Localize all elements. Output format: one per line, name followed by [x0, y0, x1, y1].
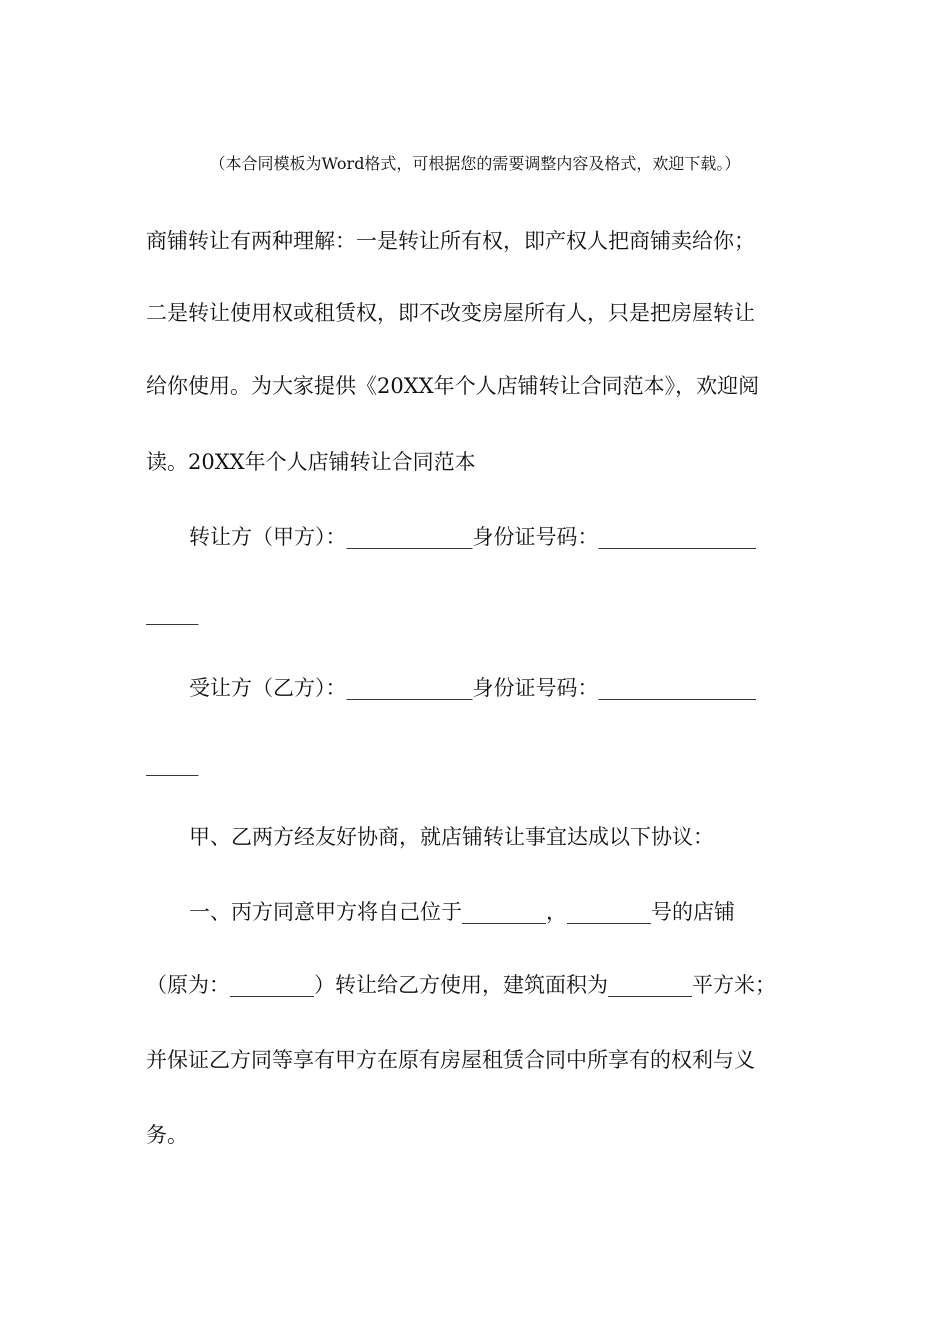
transferor-line: 转让方（甲方）：____________身份证号码：_______________: [189, 525, 756, 549]
intro-line-4: 读。20XX年个人店铺转让合同范本: [146, 450, 476, 474]
clause-1-line-2: （原为：________）转让给乙方使用，建筑面积为________平方米；: [146, 973, 776, 997]
intro-line-1: 商铺转让有两种理解：一是转让所有权，即产权人把商铺卖给你；: [146, 229, 755, 253]
clause-1-line-1: 一、丙方同意甲方将自己位于________，________号的店铺: [189, 900, 735, 924]
transferee-line-continuation: _____: [146, 752, 199, 776]
intro-line-3: 给你使用。为大家提供《20XX年个人店铺转让合同范本》，欢迎阅: [146, 374, 760, 398]
clause-1-line-4: 务。: [146, 1123, 188, 1147]
transferee-line: 受让方（乙方）：____________身份证号码：_______________: [189, 676, 756, 700]
transferor-line-continuation: _____: [146, 601, 199, 625]
agreement-intro: 甲、乙两方经友好协商，就店铺转让事宜达成以下协议：: [189, 825, 714, 849]
clause-1-line-3: 并保证乙方同等享有甲方在原有房屋租赁合同中所享有的权利与义: [146, 1048, 755, 1072]
intro-line-2: 二是转让使用权或租赁权，即不改变房屋所有人，只是把房屋转让: [146, 301, 755, 325]
template-note: （本合同模板为Word格式，可根据您的需要调整内容及格式，欢迎下载。）: [209, 154, 741, 173]
